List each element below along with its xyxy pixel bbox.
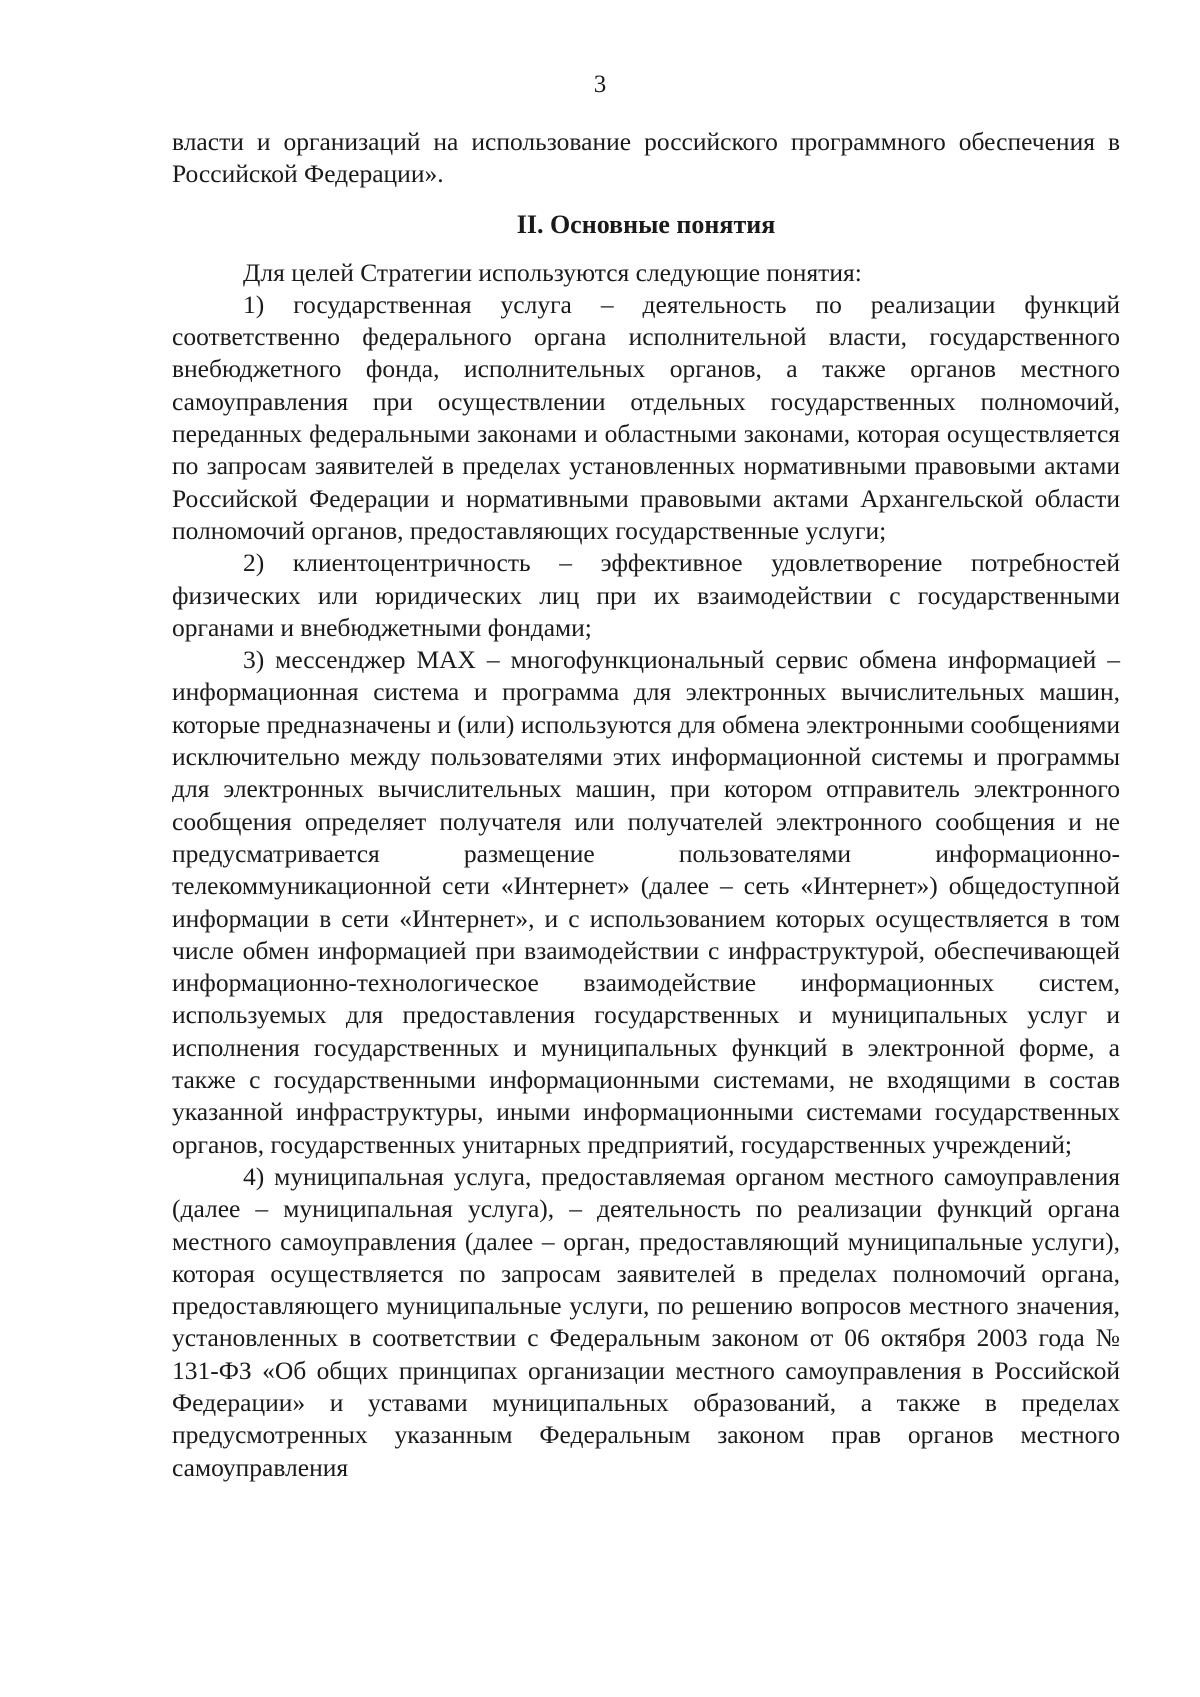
definition-3-messenger-max: 3) мессенджер MAX – многофункциональный сервис обмена информацией – информационная система и программа для электронных вычислительных машин, которые предназначены и (или) используются для обмена электронными сообщениями исключительно между пользователями этих информационной системы и программы для электронных вычислительных машин, при котором отправитель электронного сообщения определяет получателя или получателей электронного сообщения и не предусматривается размещение пользователями информационно-телекоммуникационной сети «Интернет» (далее – сеть «Интернет») общедоступной информации в сети «Интернет», и с использованием которых осуществляется в том числе обмен информацией при взаимодействии с инфраструктурой, обеспечивающей информационно-технологическое взаимодействие информационных систем, используемых для предоставления государственных и муниципальных услуг и исполнения государственных и муниципальных функций в электронной форме, а также с государственными информационными системами, не входящими в состав указанной инфраструктуры, иными информационными системами государственных органов, государственных унитарных предприятий, государственных учреждений; — [172, 645, 1120, 1159]
intro-paragraph: власти и организаций на использование российского программного обеспечения в Российской Федерации». — [172, 127, 1120, 189]
page-number: 3 — [593, 71, 607, 98]
section-title: II. Основные понятия — [516, 209, 776, 239]
definition-4-municipal-service: 4) муниципальная услуга, предоставляемая органом местного самоуправления (далее – муниципальная услуга), – деятельность по реализации функций органа местного самоуправления (далее – орган, предоставляющий муниципальные услуги), которая осуществляется по запросам заявителей в пределах полномочий органа, предоставляющего муниципальные услуги, по решению вопросов местного значения, установленных в соответствии с Федеральным законом от 06 октября 2003 года № 131-ФЗ «Об общих принципах организации местного самоуправления в Российской Федерации» и уставами муниципальных образований, а также в пределах предусмотренных указанным Федеральным законом прав органов местного самоуправления — [172, 1161, 1120, 1482]
lead-sentence: Для целей Стратегии используются следующие понятия: — [243, 257, 862, 287]
document-body — [172, 126, 1120, 1484]
definition-1-state-service: 1) государственная услуга – деятельность по реализации функций соответственно федерального органа исполнительной власти, государственного внебюджетного фонда, исполнительных органов, а также органов местного самоуправления при осуществлении отдельных государственных полномочий, переданных федеральными законами и областными законами, которая осуществляется по запросам заявителей в пределах установленных нормативными правовыми актами Российской Федерации и нормативными правовыми актами Архангельской области полномочий органов, предоставляющих государственные услуги; — [172, 289, 1120, 545]
definition-2-client-centricity: 2) клиентоцентричность – эффективное удовлетворение потребностей физических или юридических лиц при их взаимодействии с государственными органами и внебюджетными фондами; — [172, 548, 1120, 642]
